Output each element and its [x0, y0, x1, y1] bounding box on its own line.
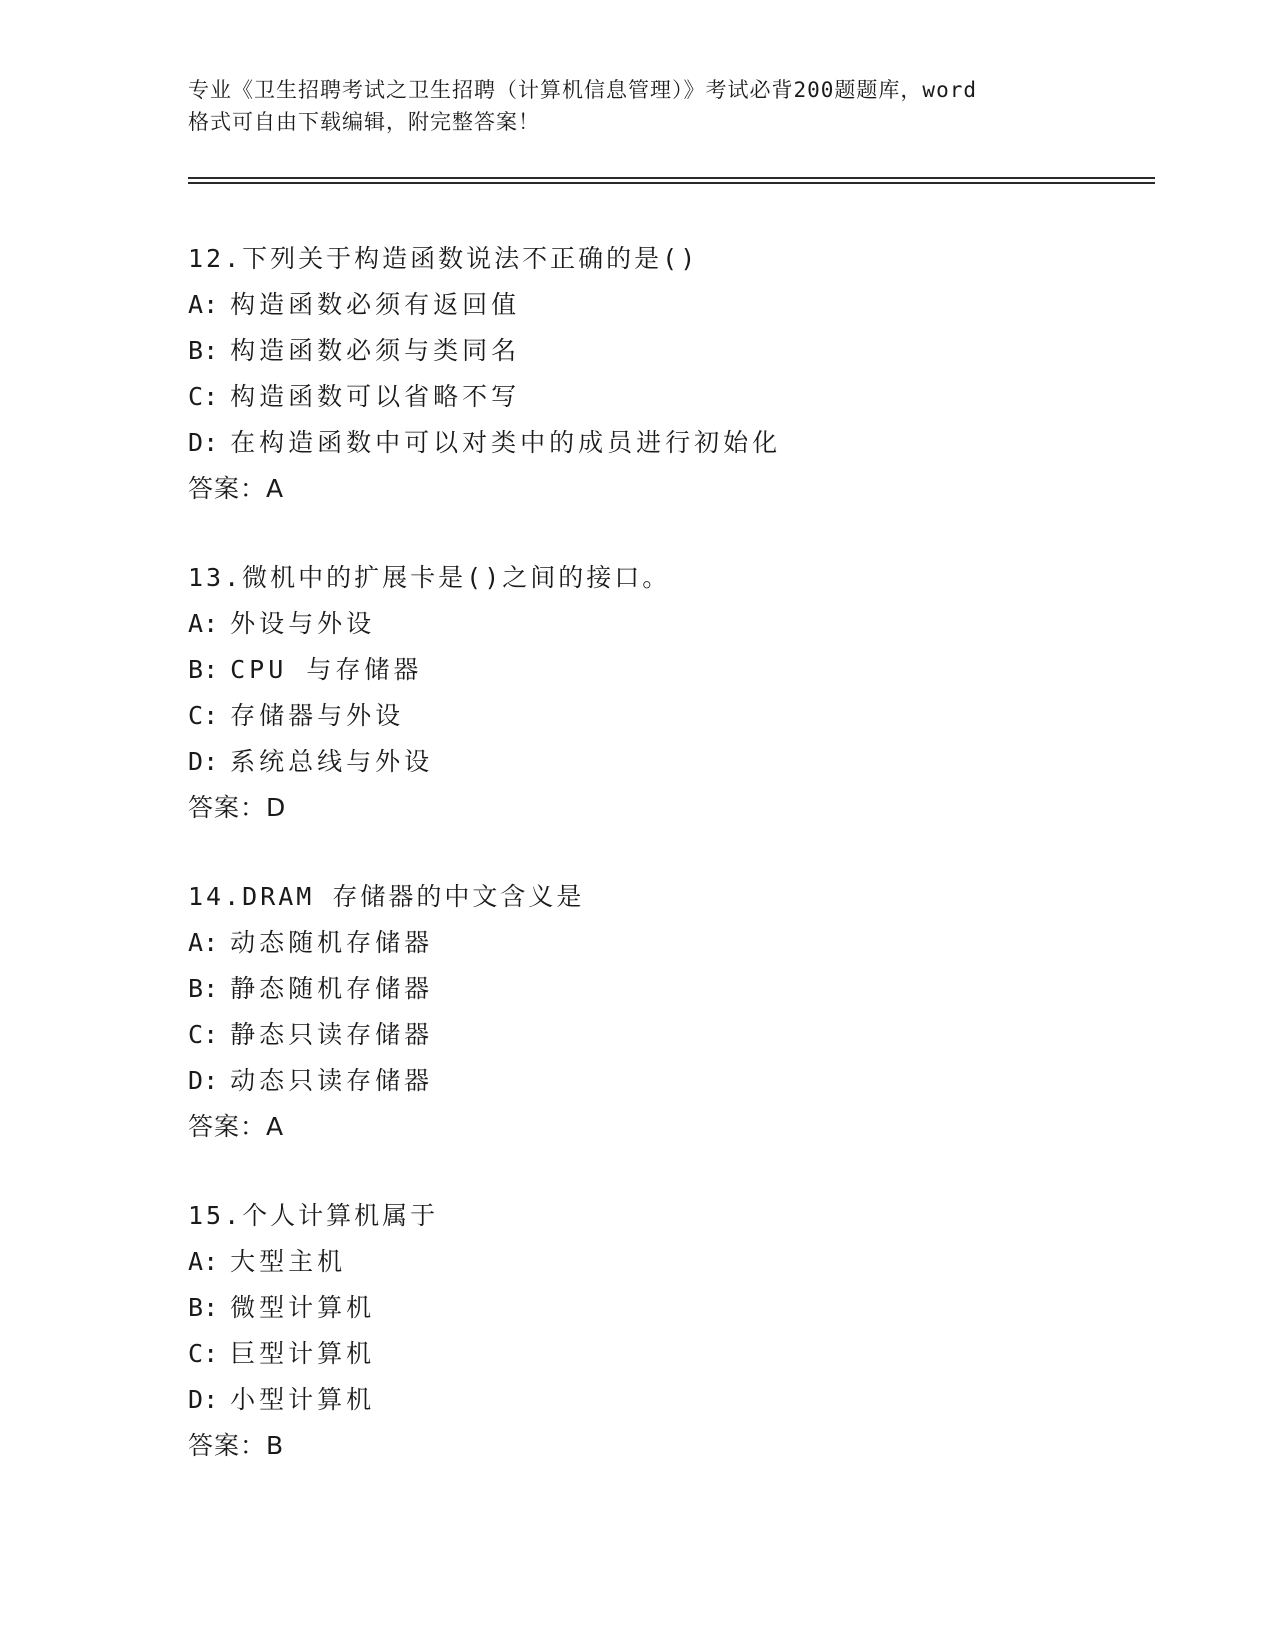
option-text: 构造函数可以省略不写: [230, 382, 521, 411]
header-divider-bottom: [188, 182, 1155, 184]
option-letter: B: [188, 336, 204, 365]
document-header: [188, 74, 1088, 138]
option-separator: :: [203, 1385, 219, 1414]
option-separator: :: [203, 1293, 219, 1322]
option-letter: C: [188, 701, 204, 730]
option-a: [188, 920, 1148, 966]
option-text: 大型主机: [230, 1247, 347, 1276]
option-letter: B: [188, 974, 204, 1003]
option-c: [188, 1331, 1148, 1377]
option-letter: C: [188, 1020, 204, 1049]
option-text: 巨型计算机: [230, 1339, 376, 1368]
header-line-1: 专业《卫生招聘考试之卫生招聘（计算机信息管理）》考试必背200题题库，word: [188, 78, 977, 102]
answer-line: 答案：A: [188, 474, 285, 503]
question-14: [188, 874, 1148, 1150]
option-letter: A: [188, 1247, 204, 1276]
option-letter: A: [188, 290, 204, 319]
option-separator: :: [203, 1339, 219, 1368]
option-text: CPU 与存储器: [230, 655, 423, 684]
option-separator: :: [203, 428, 219, 457]
option-letter: A: [188, 928, 204, 957]
option-text: 静态只读存储器: [230, 1020, 434, 1049]
option-text: 系统总线与外设: [230, 747, 434, 776]
option-c: [188, 1012, 1148, 1058]
option-d: [188, 739, 1148, 785]
answer-line: 答案：A: [188, 1112, 285, 1141]
option-separator: :: [203, 1066, 219, 1095]
option-text: 构造函数必须与类同名: [230, 336, 521, 365]
option-b: [188, 966, 1148, 1012]
option-c: [188, 693, 1148, 739]
option-text: 静态随机存储器: [230, 974, 434, 1003]
option-letter: D: [188, 747, 204, 776]
option-text: 动态只读存储器: [230, 1066, 434, 1095]
option-separator: :: [203, 336, 219, 365]
question-list: [188, 236, 1148, 1512]
question-stem: 14.DRAM 存储器的中文含义是: [188, 882, 585, 911]
option-text: 微型计算机: [230, 1293, 376, 1322]
option-separator: :: [203, 655, 219, 684]
option-a: [188, 1239, 1148, 1285]
option-d: [188, 1377, 1148, 1423]
option-separator: :: [203, 974, 219, 1003]
question-12: [188, 236, 1148, 512]
option-d: [188, 1058, 1148, 1104]
option-a: [188, 601, 1148, 647]
header-divider-top: [188, 177, 1155, 179]
option-letter: C: [188, 1339, 204, 1368]
option-letter: D: [188, 1066, 204, 1095]
option-letter: C: [188, 382, 204, 411]
option-d: [188, 420, 1148, 466]
option-text: 小型计算机: [230, 1385, 376, 1414]
option-text: 动态随机存储器: [230, 928, 434, 957]
option-c: [188, 374, 1148, 420]
option-text: 存储器与外设: [230, 701, 405, 730]
option-text: 在构造函数中可以对类中的成员进行初始化: [230, 428, 782, 457]
option-letter: D: [188, 1385, 204, 1414]
question-13: [188, 555, 1148, 831]
option-separator: :: [203, 1020, 219, 1049]
header-line-2: 格式可自由下载编辑，附完整答案！: [188, 110, 540, 134]
option-b: [188, 1285, 1148, 1331]
option-text: 构造函数必须有返回值: [230, 290, 521, 319]
option-letter: B: [188, 655, 204, 684]
question-stem: 12.下列关于构造函数说法不正确的是(): [188, 244, 699, 273]
option-a: [188, 282, 1148, 328]
option-b: [188, 328, 1148, 374]
option-separator: :: [203, 701, 219, 730]
question-stem: 13.微机中的扩展卡是()之间的接口。: [188, 563, 671, 592]
option-text: 外设与外设: [230, 609, 376, 638]
option-separator: :: [203, 382, 219, 411]
option-separator: :: [203, 747, 219, 776]
option-letter: D: [188, 428, 204, 457]
option-separator: :: [203, 609, 219, 638]
answer-line: 答案：B: [188, 1431, 285, 1460]
option-separator: :: [203, 290, 219, 319]
option-letter: A: [188, 609, 204, 638]
question-15: [188, 1193, 1148, 1469]
option-separator: :: [203, 928, 219, 957]
option-b: [188, 647, 1148, 693]
answer-line: 答案：D: [188, 793, 287, 822]
question-stem: 15.个人计算机属于: [188, 1201, 439, 1230]
option-letter: B: [188, 1293, 204, 1322]
option-separator: :: [203, 1247, 219, 1276]
